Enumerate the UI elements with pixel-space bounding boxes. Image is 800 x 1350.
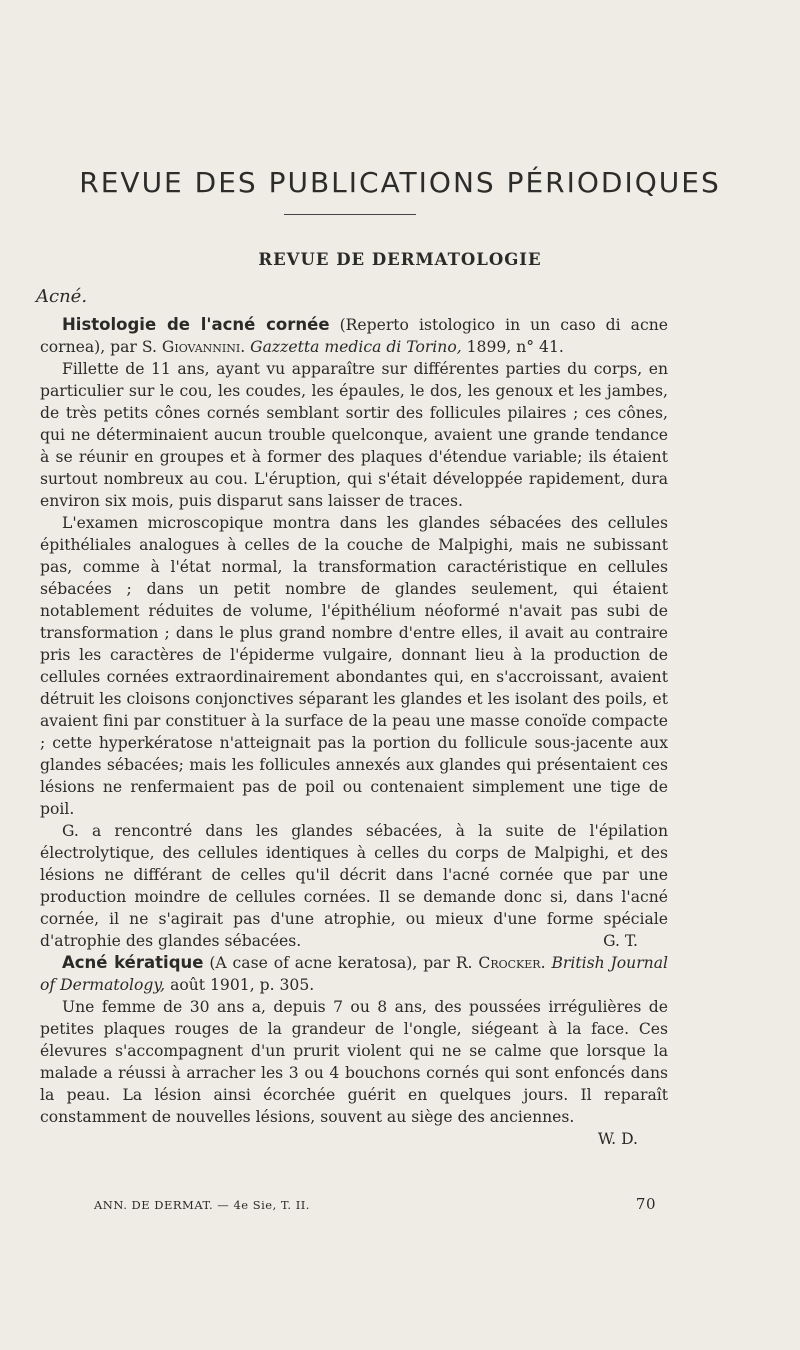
- article1-citation-intro: (Reperto istologico in un caso di acne cornea), par S.: [40, 316, 668, 356]
- article2-citation-intro: (A case of acne keratosa), par R.: [209, 954, 473, 972]
- article1-author: Giovannini: [161, 338, 241, 356]
- page-footer: [94, 1195, 656, 1213]
- article1-signature: G. T.: [603, 932, 638, 950]
- article1-year-issue: 1899, n° 41.: [466, 338, 564, 356]
- article1-citation: Histologie de l'acné cornée (Reperto istologico in un caso di acne cornea), par S. Giovannini. Gazzetta medica di Torino, 1899, n° 41.: [40, 315, 668, 356]
- footer-running-title: ANN. DE DERMAT. — 4e Sie, T. II.: [94, 1198, 310, 1212]
- main-title: REVUE DES PUBLICATIONS PÉRIODIQUES: [79, 166, 721, 199]
- article2-author: Crocker.: [478, 954, 546, 972]
- article2-title: Acné kératique: [62, 953, 204, 972]
- article-body: [40, 314, 668, 1150]
- article1-paragraph-3: [40, 820, 668, 952]
- article1-paragraph-3-text: G. a rencontré dans les glandes sébacées, à la suite de l'épilation électrolytique, des cellules identiques à celles du corps de Malpighi, et des lésions ne différant de celles qu'il décrit dans l'acné cornée que par une production moindre de cellules cornées. Il se demande donc si, dans l'acné cornée, il ne s'agirait pas d'une atrophie, ou mieux d'une forme spéciale d'atrophie des glandes sébacées.: [40, 822, 668, 950]
- article1-title: Histologie de l'acné cornée: [62, 315, 330, 334]
- title-rule: [284, 214, 416, 215]
- article1-paragraph-1: Fillette de 11 ans, ayant vu apparaître sur différentes parties du corps, en particulier sur le cou, les coudes, les épaules, le dos, les genoux et les jambes, de très petits cônes cornés semblant sortir des follicules pilaires ; ces cônes, qui ne déterminaient aucun trouble quelconque, avaient une grande tendance à se réunir en groupes et à former des plaques d'étendue variable; ils étaient surtout nombreux au cou. L'éruption, qui s'était développée rapidement, dura environ six mois, puis disparut sans laisser de traces.: [40, 360, 668, 510]
- article2-paragraph-1: Une femme de 30 ans a, depuis 7 ou 8 ans, des poussées irrégulières de petites plaques rouges de la grandeur de l'ongle, siégeant à la face. Ces élevures s'accompagnent d'un prurit violent qui ne se calme que lorsque la malade a réussi à arracher les 3 ou 4 bouchons cornés qui sont enfoncés dans la peau. La lésion ainsi écorchée guérit en quelques jours. Il reparaît constamment de nouvelles lésions, souvent au siège des anciennes.: [40, 998, 668, 1126]
- article2-citation: [40, 952, 668, 996]
- article2-journal: British Journal of Dermatology,: [40, 954, 668, 994]
- article1-paragraph-2: L'examen microscopique montra dans les glandes sébacées des cellules épithéliales analogues à celles de la couche de Malpighi, mais ne subissant pas, comme à l'état normal, la transformation caractéristique en cellules sébacées ; dans un petit nombre de glandes seulement, qui étaient notablement réduites de volume, l'épithélium néoformé n'avait pas subi de transformation ; dans le plus grand nombre d'entre elles, il avait au contraire pris les caractères de l'épiderme vulgaire, donnant lieu à la production de cellules cornées extraordinairement abondantes qui, en s'accroissant, avaient détruit les cloisons conjonctives séparant les glandes et les isolant des poils, et avaient fini par constituer à la surface de la peau une masse conoïde compacte ; cette hyperkératose n'atteignait pas la portion du follicule sous-jacente aux glandes sébacées; mais les follicules annexés aux glandes qui présentaient ces lésions ne renfermaient pas de poil ou contenaient simplement une tige de poil.: [40, 514, 668, 818]
- article2-date-page: août 1901, p. 305.: [170, 976, 315, 994]
- section-title: REVUE DE DERMATOLOGIE: [258, 250, 542, 269]
- article1-journal: Gazzetta medica di Torino,: [250, 338, 462, 356]
- page-number: 70: [635, 1195, 656, 1213]
- article2-signature: W. D.: [597, 1130, 638, 1148]
- subject-heading: Acné.: [36, 286, 88, 307]
